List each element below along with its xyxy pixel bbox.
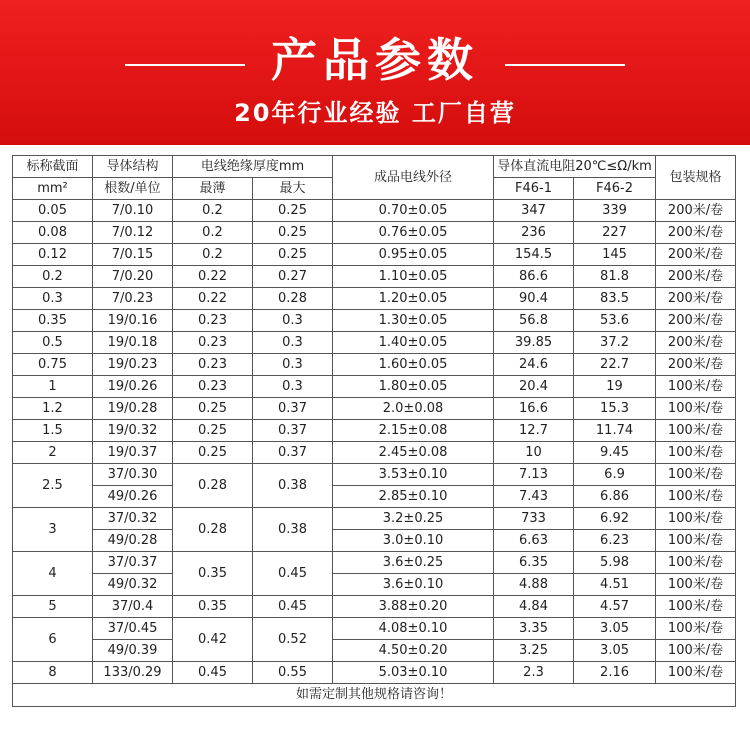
cell-structure: 37/0.4 — [93, 596, 173, 618]
cell-packing: 200米/卷 — [656, 222, 736, 244]
cell-ins-max: 0.37 — [253, 442, 333, 464]
table-footer-row — [13, 684, 736, 707]
cell-f46-1: 4.88 — [494, 574, 574, 596]
cell-packing: 100米/卷 — [656, 596, 736, 618]
cell-diameter: 2.0±0.08 — [333, 398, 494, 420]
cell-area: 6 — [13, 618, 93, 662]
cell-packing: 100米/卷 — [656, 442, 736, 464]
cell-ins-max: 0.3 — [253, 376, 333, 398]
cell-diameter: 4.08±0.10 — [333, 618, 494, 640]
cell-ins-min: 0.35 — [173, 552, 253, 596]
table-row — [13, 222, 736, 244]
cell-structure: 7/0.15 — [93, 244, 173, 266]
cell-diameter: 2.85±0.10 — [333, 486, 494, 508]
cell-f46-2: 53.6 — [574, 310, 656, 332]
table-row — [13, 596, 736, 618]
cell-area: 1.5 — [13, 420, 93, 442]
cell-area: 0.75 — [13, 354, 93, 376]
header-structure: 导体结构 — [93, 156, 173, 178]
header-structure-unit: 根数/单位 — [93, 178, 173, 200]
cell-ins-min: 0.28 — [173, 464, 253, 508]
table-row — [13, 310, 736, 332]
cell-f46-2: 339 — [574, 200, 656, 222]
cell-f46-1: 3.35 — [494, 618, 574, 640]
header-packing: 包装规格 — [656, 156, 736, 200]
cell-f46-1: 90.4 — [494, 288, 574, 310]
cell-f46-2: 6.9 — [574, 464, 656, 486]
cell-packing: 100米/卷 — [656, 530, 736, 552]
cell-ins-min: 0.2 — [173, 222, 253, 244]
table-row — [13, 618, 736, 640]
cell-ins-max: 0.3 — [253, 354, 333, 376]
cell-f46-2: 5.98 — [574, 552, 656, 574]
cell-area: 0.05 — [13, 200, 93, 222]
cell-packing: 200米/卷 — [656, 266, 736, 288]
cell-f46-1: 7.13 — [494, 464, 574, 486]
cell-f46-2: 6.86 — [574, 486, 656, 508]
cell-area: 5 — [13, 596, 93, 618]
cell-packing: 100米/卷 — [656, 618, 736, 640]
cell-ins-min: 0.42 — [173, 618, 253, 662]
cell-structure: 49/0.39 — [93, 640, 173, 662]
cell-diameter: 1.40±0.05 — [333, 332, 494, 354]
cell-packing: 200米/卷 — [656, 354, 736, 376]
cell-f46-2: 15.3 — [574, 398, 656, 420]
table-row — [13, 640, 736, 662]
cell-structure: 19/0.18 — [93, 332, 173, 354]
cell-packing: 100米/卷 — [656, 464, 736, 486]
cell-ins-min: 0.28 — [173, 508, 253, 552]
cell-f46-1: 2.3 — [494, 662, 574, 684]
cell-f46-2: 81.8 — [574, 266, 656, 288]
cell-structure: 37/0.37 — [93, 552, 173, 574]
cell-f46-2: 6.92 — [574, 508, 656, 530]
cell-f46-1: 6.35 — [494, 552, 574, 574]
cell-diameter: 1.30±0.05 — [333, 310, 494, 332]
cell-packing: 100米/卷 — [656, 376, 736, 398]
cell-f46-2: 2.16 — [574, 662, 656, 684]
title-divider-right — [505, 64, 625, 66]
cell-diameter: 3.88±0.20 — [333, 596, 494, 618]
custom-spec-note: 如需定制其他规格请咨询！ — [13, 684, 736, 707]
cell-f46-2: 19 — [574, 376, 656, 398]
cell-area: 0.12 — [13, 244, 93, 266]
cell-f46-2: 22.7 — [574, 354, 656, 376]
cell-structure: 49/0.32 — [93, 574, 173, 596]
spec-table-container — [12, 155, 735, 707]
cell-packing: 100米/卷 — [656, 398, 736, 420]
cell-diameter: 0.76±0.05 — [333, 222, 494, 244]
cell-area: 8 — [13, 662, 93, 684]
cell-packing: 200米/卷 — [656, 200, 736, 222]
cell-structure: 19/0.26 — [93, 376, 173, 398]
cell-diameter: 3.2±0.25 — [333, 508, 494, 530]
table-row — [13, 442, 736, 464]
cell-f46-1: 733 — [494, 508, 574, 530]
cell-f46-1: 7.43 — [494, 486, 574, 508]
cell-f46-1: 236 — [494, 222, 574, 244]
cell-diameter: 3.6±0.25 — [333, 552, 494, 574]
cell-ins-min: 0.23 — [173, 354, 253, 376]
table-row — [13, 662, 736, 684]
cell-f46-1: 4.84 — [494, 596, 574, 618]
header-ins-min: 最薄 — [173, 178, 253, 200]
cell-f46-2: 3.05 — [574, 618, 656, 640]
cell-structure: 133/0.29 — [93, 662, 173, 684]
cell-diameter: 3.53±0.10 — [333, 464, 494, 486]
page-subtitle: 20年行业经验 工厂自营 — [234, 99, 516, 127]
cell-ins-max: 0.27 — [253, 266, 333, 288]
header-ins-max: 最大 — [253, 178, 333, 200]
cell-f46-2: 83.5 — [574, 288, 656, 310]
cell-structure: 37/0.32 — [93, 508, 173, 530]
cell-f46-1: 20.4 — [494, 376, 574, 398]
cell-area: 0.3 — [13, 288, 93, 310]
cell-structure: 19/0.16 — [93, 310, 173, 332]
cell-ins-max: 0.25 — [253, 222, 333, 244]
cell-diameter: 0.70±0.05 — [333, 200, 494, 222]
cell-f46-2: 4.57 — [574, 596, 656, 618]
cell-ins-min: 0.22 — [173, 288, 253, 310]
cell-ins-min: 0.23 — [173, 310, 253, 332]
cell-f46-2: 11.74 — [574, 420, 656, 442]
cell-ins-min: 0.23 — [173, 376, 253, 398]
table-body — [13, 200, 736, 684]
cell-diameter: 0.95±0.05 — [333, 244, 494, 266]
table-row — [13, 200, 736, 222]
header-f46-1: F46-1 — [494, 178, 574, 200]
cell-diameter: 2.15±0.08 — [333, 420, 494, 442]
cell-packing: 100米/卷 — [656, 574, 736, 596]
cell-packing: 200米/卷 — [656, 332, 736, 354]
cell-structure: 19/0.37 — [93, 442, 173, 464]
cell-diameter: 1.10±0.05 — [333, 266, 494, 288]
cell-diameter: 1.80±0.05 — [333, 376, 494, 398]
cell-f46-2: 9.45 — [574, 442, 656, 464]
cell-packing: 100米/卷 — [656, 552, 736, 574]
table-row — [13, 574, 736, 596]
header-resistance: 导体直流电阻20℃≤Ω/km — [494, 156, 656, 178]
cell-f46-2: 4.51 — [574, 574, 656, 596]
cell-ins-max: 0.37 — [253, 420, 333, 442]
table-row — [13, 552, 736, 574]
cell-f46-2: 37.2 — [574, 332, 656, 354]
cell-diameter: 3.0±0.10 — [333, 530, 494, 552]
page-title: 产品参数 — [271, 33, 479, 87]
cell-diameter: 2.45±0.08 — [333, 442, 494, 464]
cell-ins-max: 0.3 — [253, 332, 333, 354]
cell-ins-min: 0.45 — [173, 662, 253, 684]
cell-packing: 200米/卷 — [656, 288, 736, 310]
cell-f46-2: 3.05 — [574, 640, 656, 662]
header-outer-diameter: 成品电线外径 — [333, 156, 494, 200]
cell-ins-max: 0.52 — [253, 618, 333, 662]
cell-f46-2: 227 — [574, 222, 656, 244]
cell-structure: 7/0.10 — [93, 200, 173, 222]
table-header-row — [13, 156, 736, 178]
header-area: 标称截面 — [13, 156, 93, 178]
cell-f46-1: 3.25 — [494, 640, 574, 662]
cell-f46-1: 12.7 — [494, 420, 574, 442]
cell-structure: 19/0.23 — [93, 354, 173, 376]
cell-f46-2: 145 — [574, 244, 656, 266]
cell-f46-1: 10 — [494, 442, 574, 464]
cell-area: 2.5 — [13, 464, 93, 508]
cell-ins-max: 0.45 — [253, 552, 333, 596]
header-banner — [0, 0, 750, 145]
cell-f46-1: 86.6 — [494, 266, 574, 288]
cell-ins-max: 0.45 — [253, 596, 333, 618]
table-row — [13, 244, 736, 266]
cell-ins-max: 0.37 — [253, 398, 333, 420]
cell-diameter: 5.03±0.10 — [333, 662, 494, 684]
cell-packing: 100米/卷 — [656, 640, 736, 662]
cell-ins-min: 0.2 — [173, 244, 253, 266]
cell-ins-min: 0.2 — [173, 200, 253, 222]
cell-ins-max: 0.55 — [253, 662, 333, 684]
cell-f46-2: 6.23 — [574, 530, 656, 552]
cell-f46-1: 56.8 — [494, 310, 574, 332]
cell-ins-min: 0.23 — [173, 332, 253, 354]
cell-structure: 7/0.20 — [93, 266, 173, 288]
table-row — [13, 464, 736, 486]
cell-packing: 100米/卷 — [656, 486, 736, 508]
cell-structure: 7/0.23 — [93, 288, 173, 310]
cell-ins-min: 0.35 — [173, 596, 253, 618]
spec-table — [12, 155, 736, 707]
table-row — [13, 288, 736, 310]
cell-area: 0.2 — [13, 266, 93, 288]
table-row — [13, 332, 736, 354]
cell-structure: 37/0.45 — [93, 618, 173, 640]
cell-structure: 49/0.26 — [93, 486, 173, 508]
cell-ins-max: 0.25 — [253, 244, 333, 266]
cell-area: 4 — [13, 552, 93, 596]
cell-area: 0.35 — [13, 310, 93, 332]
cell-f46-1: 16.6 — [494, 398, 574, 420]
cell-structure: 19/0.32 — [93, 420, 173, 442]
cell-packing: 100米/卷 — [656, 662, 736, 684]
cell-ins-min: 0.22 — [173, 266, 253, 288]
cell-packing: 100米/卷 — [656, 420, 736, 442]
cell-packing: 200米/卷 — [656, 310, 736, 332]
cell-area: 0.08 — [13, 222, 93, 244]
cell-structure: 37/0.30 — [93, 464, 173, 486]
cell-packing: 100米/卷 — [656, 508, 736, 530]
cell-f46-1: 6.63 — [494, 530, 574, 552]
cell-ins-min: 0.25 — [173, 420, 253, 442]
cell-f46-1: 154.5 — [494, 244, 574, 266]
cell-ins-min: 0.25 — [173, 398, 253, 420]
cell-ins-max: 0.38 — [253, 508, 333, 552]
table-row — [13, 266, 736, 288]
cell-structure: 19/0.28 — [93, 398, 173, 420]
cell-area: 1.2 — [13, 398, 93, 420]
table-row — [13, 508, 736, 530]
header-f46-2: F46-2 — [574, 178, 656, 200]
header-insulation: 电线绝缘厚度mm — [173, 156, 333, 178]
table-row — [13, 530, 736, 552]
cell-ins-min: 0.25 — [173, 442, 253, 464]
cell-area: 0.5 — [13, 332, 93, 354]
cell-ins-max: 0.38 — [253, 464, 333, 508]
cell-diameter: 3.6±0.10 — [333, 574, 494, 596]
table-row — [13, 376, 736, 398]
cell-f46-1: 39.85 — [494, 332, 574, 354]
cell-diameter: 1.20±0.05 — [333, 288, 494, 310]
cell-diameter: 4.50±0.20 — [333, 640, 494, 662]
table-row — [13, 354, 736, 376]
table-row — [13, 398, 736, 420]
table-row — [13, 486, 736, 508]
table-row — [13, 420, 736, 442]
header-area-unit: mm² — [13, 178, 93, 200]
cell-structure: 49/0.28 — [93, 530, 173, 552]
cell-diameter: 1.60±0.05 — [333, 354, 494, 376]
cell-ins-max: 0.25 — [253, 200, 333, 222]
cell-packing: 200米/卷 — [656, 244, 736, 266]
cell-ins-max: 0.3 — [253, 310, 333, 332]
cell-f46-1: 347 — [494, 200, 574, 222]
cell-area: 3 — [13, 508, 93, 552]
cell-area: 2 — [13, 442, 93, 464]
cell-ins-max: 0.28 — [253, 288, 333, 310]
cell-area: 1 — [13, 376, 93, 398]
cell-structure: 7/0.12 — [93, 222, 173, 244]
cell-f46-1: 24.6 — [494, 354, 574, 376]
